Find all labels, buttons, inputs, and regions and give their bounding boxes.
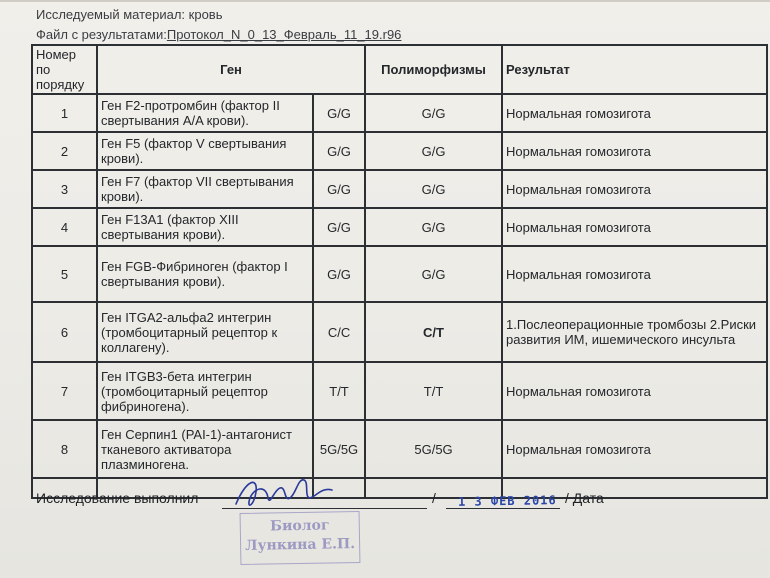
biologist-stamp (240, 511, 361, 565)
material-line: Исследуемый материал: кровь (36, 7, 223, 22)
row-number: 6 (32, 302, 97, 362)
table-row (32, 362, 767, 420)
table-row (32, 94, 767, 132)
row-result: Нормальная гомозигота (502, 132, 767, 170)
row-number: 7 (32, 362, 97, 420)
header-result: Результат (502, 45, 767, 94)
row-number: 4 (32, 208, 97, 246)
row-gene: Ген Серпин1 (PAI-1)-антагонист тканевого активатора плазминогена. (97, 420, 313, 478)
row-gene: Ген F2-протромбин (фактор II свертывания A/A крови). (97, 94, 313, 132)
row-result: Нормальная гомозигота (502, 362, 767, 420)
row-gene: Ген F13A1 (фактор XIII свертывания крови). (97, 208, 313, 246)
table-row (32, 208, 767, 246)
row-gene: Ген ITGA2-альфа2 интегрин (тромбоцитарный рецептор к коллагену). (97, 302, 313, 362)
table-header-row (32, 45, 767, 94)
row-result: Нормальная гомозигота (502, 170, 767, 208)
file-prefix: Файл с результатами: (36, 27, 167, 42)
row-genotype: C/C (313, 302, 365, 362)
row-polymorphism: G/G (365, 208, 502, 246)
row-genotype: 5G/5G (313, 420, 365, 478)
row-result: Нормальная гомозигота (502, 94, 767, 132)
page-edge (0, 0, 770, 2)
row-genotype: G/G (313, 170, 365, 208)
table-row (32, 246, 767, 302)
row-result: 1.Послеоперационные тромбозы 2.Риски развития ИМ, ишемического инсульта (502, 302, 767, 362)
header-gene: Ген (97, 45, 365, 94)
file-name: Протокол_N_0_13_Февраль_11_19.r96 (166, 27, 402, 42)
table-row (32, 170, 767, 208)
header-polymorphisms: Полиморфизмы (365, 45, 502, 94)
row-number: 3 (32, 170, 97, 208)
row-result: Нормальная гомозигота (502, 246, 767, 302)
row-gene: Ген ITGB3-бета интегрин (тромбоцитарный рецептор фибриногена). (97, 362, 313, 420)
table-row (32, 132, 767, 170)
table-row (32, 420, 767, 478)
row-genotype: G/G (313, 132, 365, 170)
date-stamp: 1 3 ФЕВ 2016 (457, 493, 557, 509)
row-gene: Ген F7 (фактор VII свертывания крови). (97, 170, 313, 208)
row-number: 1 (32, 94, 97, 132)
row-polymorphism: G/G (365, 246, 502, 302)
row-number: 8 (32, 420, 97, 478)
row-number: 2 (32, 132, 97, 170)
row-genotype: G/G (313, 208, 365, 246)
results-table (31, 44, 768, 499)
row-polymorphism: 5G/5G (365, 420, 502, 478)
separator: / (432, 490, 436, 506)
row-polymorphism: G/G (365, 94, 502, 132)
row-number: 5 (32, 246, 97, 302)
stamp-title: Биолог (269, 517, 330, 535)
row-genotype: G/G (313, 94, 365, 132)
file-line (36, 27, 401, 42)
stamp-name: Лункина Е.П. (245, 536, 356, 554)
row-genotype: T/T (313, 362, 365, 420)
row-polymorphism: C/T (365, 302, 502, 362)
row-result: Нормальная гомозигота (502, 208, 767, 246)
header-number: Номер по порядку (32, 45, 97, 94)
performed-by-label: Исследование выполнил (36, 490, 199, 506)
row-gene: Ген F5 (фактор V свертывания крови). (97, 132, 313, 170)
row-polymorphism: G/G (365, 170, 502, 208)
table-row (32, 302, 767, 362)
row-result: Нормальная гомозигота (502, 420, 767, 478)
row-genotype: G/G (313, 246, 365, 302)
row-polymorphism: G/G (365, 132, 502, 170)
date-label: / Дата (565, 490, 604, 506)
row-polymorphism: T/T (365, 362, 502, 420)
row-gene: Ген FGB-Фибриноген (фактор I свертывания крови). (97, 246, 313, 302)
